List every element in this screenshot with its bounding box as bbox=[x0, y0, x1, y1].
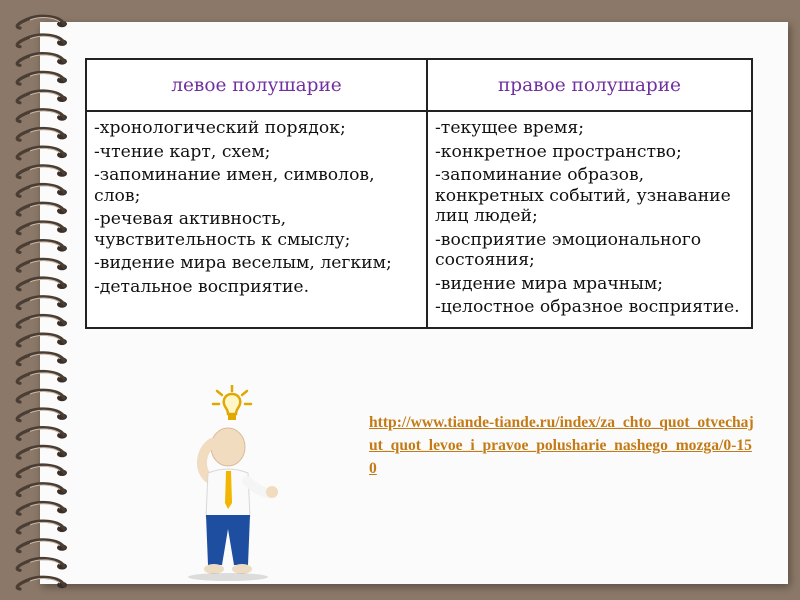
spiral-ring bbox=[17, 502, 67, 514]
list-item: -целостное образное восприятие. bbox=[435, 297, 740, 317]
spiral-ring bbox=[17, 278, 67, 290]
spiral-ring bbox=[17, 577, 67, 589]
header-left-hemisphere: левое полушарие bbox=[86, 59, 427, 111]
list-item: -запоминание имен, символов, слов; bbox=[94, 165, 375, 206]
spiral-ring bbox=[17, 222, 67, 234]
list-item: -детальное восприятие. bbox=[94, 276, 310, 297]
list-item: -видение мира мрачным; bbox=[435, 273, 664, 294]
spiral-ring bbox=[17, 540, 67, 552]
spiral-ring bbox=[17, 259, 67, 271]
spiral-ring bbox=[17, 297, 67, 309]
spiral-ring bbox=[17, 372, 67, 384]
source-link[interactable]: http://www.tiande-tiande.ru/index/za_chto_quot_otvechajut_quot_levoe_i_pravoe_polusharie_nashego_mozga/0-150 bbox=[369, 414, 754, 477]
header-right-hemisphere: правое полушарие bbox=[427, 59, 752, 111]
list-item: -конкретное пространство; bbox=[435, 141, 682, 162]
spiral-ring bbox=[17, 147, 67, 159]
thinking-person-with-lightbulb-icon bbox=[170, 385, 300, 585]
list-item: -хронологический порядок; bbox=[94, 118, 346, 138]
spiral-ring bbox=[17, 521, 67, 533]
comparison-table bbox=[85, 58, 753, 329]
spiral-ring bbox=[17, 128, 67, 140]
spiral-ring bbox=[17, 35, 67, 47]
spiral-ring bbox=[17, 409, 67, 421]
list-item: -запоминание образов, конкретных событий, узнавание лиц людей; bbox=[435, 165, 731, 226]
spiral-ring bbox=[17, 465, 67, 477]
spiral-ring bbox=[17, 334, 67, 346]
spiral-ring bbox=[17, 91, 67, 103]
spiral-ring bbox=[17, 241, 67, 253]
spiral-ring bbox=[17, 559, 67, 571]
spiral-ring bbox=[17, 353, 67, 365]
comparison-table-container bbox=[85, 58, 753, 329]
list-item: -речевая активность, чувствительность к смыслу; bbox=[94, 209, 351, 250]
spiral-ring bbox=[17, 428, 67, 440]
spiral-ring bbox=[17, 185, 67, 197]
spiral-ring bbox=[17, 110, 67, 122]
list-item: -чтение карт, схем; bbox=[94, 141, 271, 162]
list-item: -текущее время; bbox=[435, 118, 584, 138]
table-row bbox=[86, 111, 752, 328]
spiral-ring bbox=[17, 390, 67, 402]
spiral-ring bbox=[17, 72, 67, 84]
list-item: -видение мира веселым, легким; bbox=[94, 253, 392, 273]
table-header-row bbox=[86, 59, 752, 111]
spiral-ring bbox=[17, 203, 67, 215]
spiral-ring bbox=[17, 166, 67, 178]
right-hemisphere-cell bbox=[427, 111, 752, 328]
left-hemisphere-cell bbox=[86, 111, 427, 328]
spiral-ring bbox=[17, 16, 67, 28]
spiral-ring bbox=[17, 54, 67, 66]
spiral-ring bbox=[17, 315, 67, 327]
spiral-ring bbox=[17, 484, 67, 496]
spiral-ring bbox=[17, 446, 67, 458]
list-item: -восприятие эмоционального состояния; bbox=[435, 229, 702, 270]
